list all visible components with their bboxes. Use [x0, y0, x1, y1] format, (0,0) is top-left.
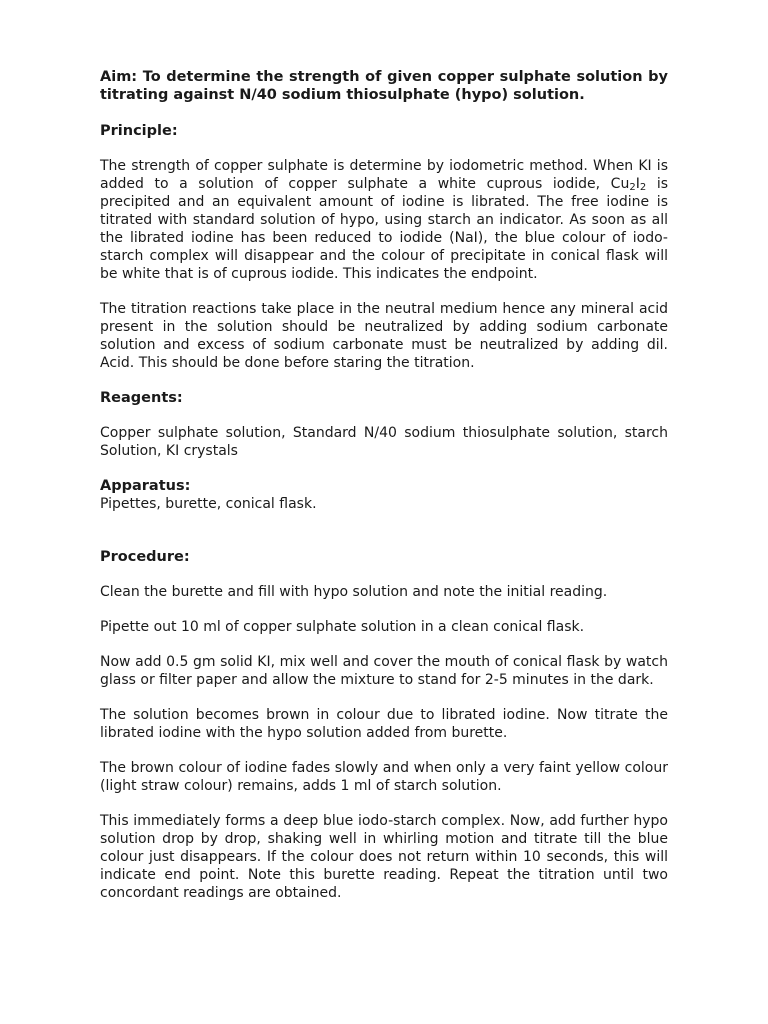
- aim-title: Aim: To determine the strength of given copper sulphate solution by titrating against N/40 sodium thiosulphate (hypo) solution.: [100, 69, 668, 103]
- principle-text-1: The strength of copper sulphate is determine by iodometric method. When KI is added to a solution of copper sulphate a white cuprous iodide, Cu: [100, 158, 668, 192]
- subscript-2: 2: [629, 182, 636, 193]
- reagents-text: Copper sulphate solution, Standard N/40 sodium thiosulphate solution, starch Solution, KI crystals: [100, 425, 668, 459]
- procedure-step: The brown colour of iodine fades slowly and when only a very faint yellow colour (light straw colour) remains, adds 1 ml of starch solution.: [100, 760, 668, 794]
- procedure-step: The solution becomes brown in colour due to librated iodine. Now titrate the librated iodine with the hypo solution added from burette.: [100, 707, 668, 741]
- procedure-heading: Procedure:: [100, 549, 190, 565]
- procedure-step: Now add 0.5 gm solid KI, mix well and cover the mouth of conical flask by watch glass or filter paper and allow the mixture to stand for 2-5 minutes in the dark.: [100, 654, 668, 688]
- principle-paragraph-1: [100, 157, 668, 283]
- procedure-step: Clean the burette and fill with hypo solution and note the initial reading.: [100, 584, 608, 600]
- apparatus-text: Pipettes, burette, conical flask.: [100, 496, 317, 512]
- procedure-step: This immediately forms a deep blue iodo-starch complex. Now, add further hypo solution drop by drop, shaking well in whirling motion and titrate till the blue colour just disappears. If the colour does not return within 10 seconds, this will indicate end point. Note this burette reading. Repeat the titration until two concordant readings are obtained.: [100, 813, 668, 901]
- subscript-2b: 2: [639, 182, 647, 193]
- procedure-step: Pipette out 10 ml of copper sulphate solution in a clean conical flask.: [100, 619, 585, 635]
- principle-text-2: is precipited and an equivalent amount of iodine is librated. The free iodine is titrated with standard solution of hypo, using starch an indicator. As soon as all the librated iodine has been reduced to iodide (NaI), the blue colour of iodo-starch complex will disappear and the colour of precipitate in conical flask will be white that is of cuprous iodide. This indicates the endpoint.: [100, 176, 669, 282]
- reagents-heading: Reagents:: [100, 390, 183, 406]
- principle-paragraph-2: The titration reactions take place in the neutral medium hence any mineral acid present in the solution should be neutralized by adding sodium carbonate solution and excess of sodium carbonate must be neutralized by adding dil. Acid. This should be done before staring the titration.: [100, 301, 668, 371]
- apparatus-heading: Apparatus:: [100, 478, 191, 494]
- document-page: [100, 68, 668, 902]
- principle-heading: Principle:: [100, 123, 178, 139]
- iodine-symbol: I: [635, 176, 640, 192]
